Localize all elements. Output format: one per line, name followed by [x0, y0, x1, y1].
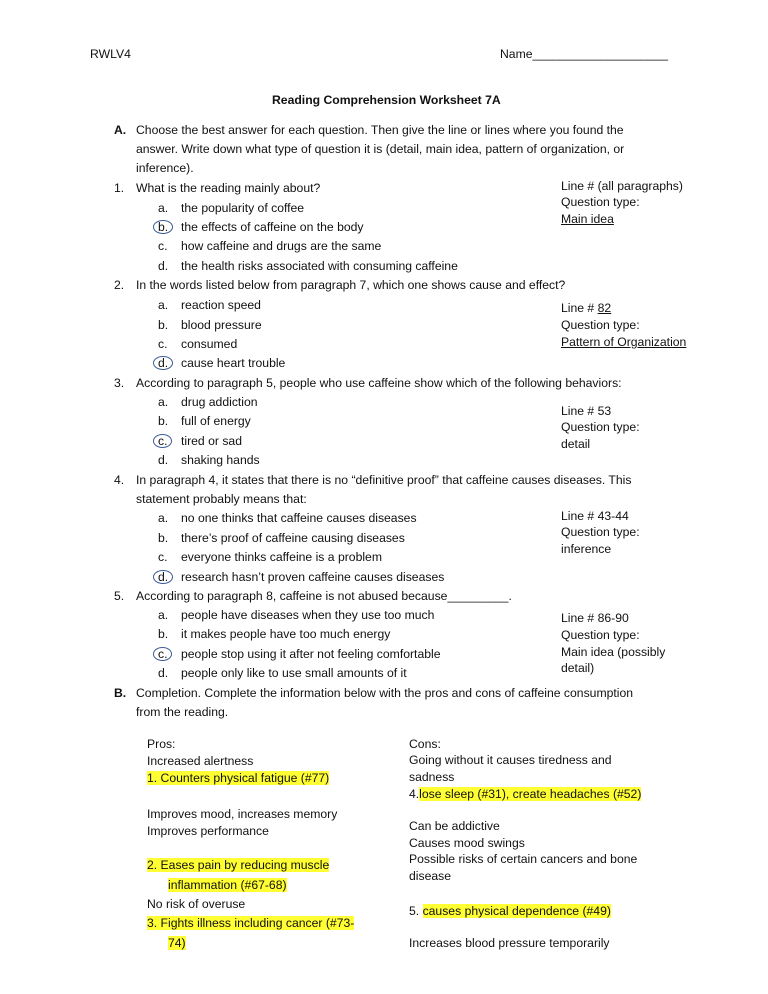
question-text: What is the reading mainly about? [136, 181, 321, 195]
line-label-text: Line # [561, 301, 598, 315]
pros-highlight [147, 916, 354, 930]
question-text: statement probably means that: [136, 492, 307, 506]
option-text: cause heart trouble [181, 356, 286, 370]
type-value: Pattern of Organization [561, 335, 687, 349]
option-text: consumed [181, 337, 238, 351]
cons-number: 4. [409, 787, 420, 801]
highlighted-text: 3. Fights illness including cancer (#73- [147, 916, 355, 930]
option-letter-circled [158, 647, 172, 661]
pros-item: Improves performance [147, 824, 269, 838]
type-value: detail) [561, 661, 595, 675]
section-b-letter: B. [114, 686, 127, 700]
option-letter: c. [158, 239, 168, 253]
option-text: drug addiction [181, 395, 258, 409]
highlighted-text: 74) [168, 936, 186, 950]
option-letter: d. [158, 453, 169, 467]
highlighted-text: inflammation (#67-68) [168, 878, 287, 892]
line-label: Line # (all paragraphs) [561, 179, 683, 193]
option-text: research hasn’t proven caffeine causes diseases [181, 570, 445, 584]
line-label: Line # 86-90 [561, 611, 629, 625]
question-number: 2. [114, 278, 125, 292]
type-label: Question type: [561, 525, 640, 539]
worksheet-title: Reading Comprehension Worksheet 7A [272, 93, 501, 107]
option-letter-circled [158, 434, 172, 448]
option-letter: c. [158, 550, 168, 564]
pros-highlight [147, 771, 329, 785]
type-label: Question type: [561, 318, 640, 332]
pros-item: Improves mood, increases memory [147, 807, 338, 821]
cons-item: disease [409, 869, 452, 883]
option-text: people only like to use small amounts of it [181, 666, 407, 680]
cons-item: Causes mood swings [409, 836, 525, 850]
pros-item: No risk of overuse [147, 897, 246, 911]
option-text: people have diseases when they use too much [181, 608, 435, 622]
option-letter-circled [158, 356, 173, 370]
option-text: no one thinks that caffeine causes diseases [181, 511, 417, 525]
answer-circle: c. [153, 434, 172, 448]
question-number: 3. [114, 376, 125, 390]
option-text: tired or sad [181, 434, 242, 448]
name-field[interactable]: Name____________________ [500, 47, 669, 61]
pros-heading: Pros: [147, 737, 176, 751]
section-b-instr-1: Completion. Complete the information below with the pros and cons of caffeine consumption [136, 686, 634, 700]
section-a-letter: A. [114, 123, 127, 137]
option-letter: a. [158, 608, 169, 622]
type-value: detail [561, 437, 591, 451]
cons-item: sadness [409, 770, 455, 784]
option-text: reaction speed [181, 298, 261, 312]
option-text: it makes people have too much energy [181, 627, 391, 641]
answer-circle: d. [153, 356, 173, 370]
option-text: everyone thinks caffeine is a problem [181, 550, 382, 564]
option-text: the effects of caffeine on the body [181, 220, 364, 234]
question-number: 1. [114, 181, 125, 195]
type-label: Question type: [561, 420, 640, 434]
question-text: In paragraph 4, it states that there is no “definitive proof” that caffeine causes diseases. This [136, 473, 632, 487]
highlighted-text: 2. Eases pain by reducing muscle [147, 858, 330, 872]
answer-circle: c. [153, 647, 172, 661]
option-letter-circled [158, 570, 173, 584]
cons-item: Increases blood pressure temporarily [409, 936, 610, 950]
type-value: Main idea [561, 212, 614, 226]
highlighted-text: 1. Counters physical fatigue (#77) [147, 771, 330, 785]
option-letter: d. [158, 259, 169, 273]
section-b-instr-2: from the reading. [136, 705, 229, 719]
question-text: According to paragraph 5, people who use caffeine show which of the following behaviors: [136, 376, 622, 390]
line-label: Line # 53 [561, 404, 612, 418]
option-text: full of energy [181, 414, 251, 428]
option-letter: b. [158, 627, 169, 641]
option-letter: b. [158, 531, 169, 545]
line-label [561, 301, 611, 315]
answer-circle: b. [153, 220, 173, 234]
type-value: Main idea (possibly [561, 645, 666, 659]
pros-highlight [168, 936, 186, 950]
type-label: Question type: [561, 628, 640, 642]
option-text: shaking hands [181, 453, 260, 467]
pros-highlight [147, 858, 329, 872]
option-text: how caffeine and drugs are the same [181, 239, 382, 253]
cons-item: Going without it causes tiredness and [409, 753, 612, 767]
question-number: 4. [114, 473, 125, 487]
option-letter: b. [158, 414, 169, 428]
question-number: 5. [114, 589, 125, 603]
course-code: RWLV4 [90, 47, 131, 61]
option-text: there’s proof of caffeine causing diseases [181, 531, 405, 545]
option-letter: a. [158, 298, 169, 312]
option-letter: a. [158, 511, 169, 525]
line-label: Line # 43-44 [561, 509, 629, 523]
option-text: the health risks associated with consuming caffeine [181, 259, 458, 273]
option-letter-circled [158, 220, 173, 234]
option-letter: b. [158, 318, 169, 332]
type-label: Question type: [561, 195, 640, 209]
option-letter: a. [158, 201, 169, 215]
option-letter: a. [158, 395, 169, 409]
section-a-instr-2: answer. Write down what type of question it is (detail, main idea, pattern of organization, or [136, 142, 625, 156]
pros-highlight [168, 878, 287, 892]
option-text: people stop using it after not feeling comfortable [181, 647, 441, 661]
option-text: blood pressure [181, 318, 262, 332]
line-value: 82 [597, 301, 612, 315]
cons-heading: Cons: [409, 737, 441, 751]
question-text: According to paragraph 8, caffeine is not abused because_________. [136, 589, 512, 603]
option-letter: d. [158, 666, 169, 680]
pros-item: Increased alertness [147, 754, 254, 768]
answer-circle: d. [153, 570, 173, 584]
highlighted-text: lose sleep (#31), create headaches (#52) [419, 787, 642, 801]
cons-item: Can be addictive [409, 819, 500, 833]
highlighted-text: causes physical dependence (#49) [422, 904, 611, 918]
question-text: In the words listed below from paragraph 7, which one shows cause and effect? [136, 278, 566, 292]
cons-highlight [409, 904, 611, 918]
option-text: the popularity of coffee [181, 201, 305, 215]
cons-number: 5. [409, 904, 423, 918]
section-a-instr-1: Choose the best answer for each question. Then give the line or lines where you found the [136, 123, 624, 137]
option-letter: c. [158, 337, 168, 351]
cons-item: Possible risks of certain cancers and bone [409, 852, 638, 866]
type-value: inference [561, 542, 612, 556]
cons-highlight [409, 787, 641, 801]
section-a-instr-3: inference). [136, 161, 194, 175]
